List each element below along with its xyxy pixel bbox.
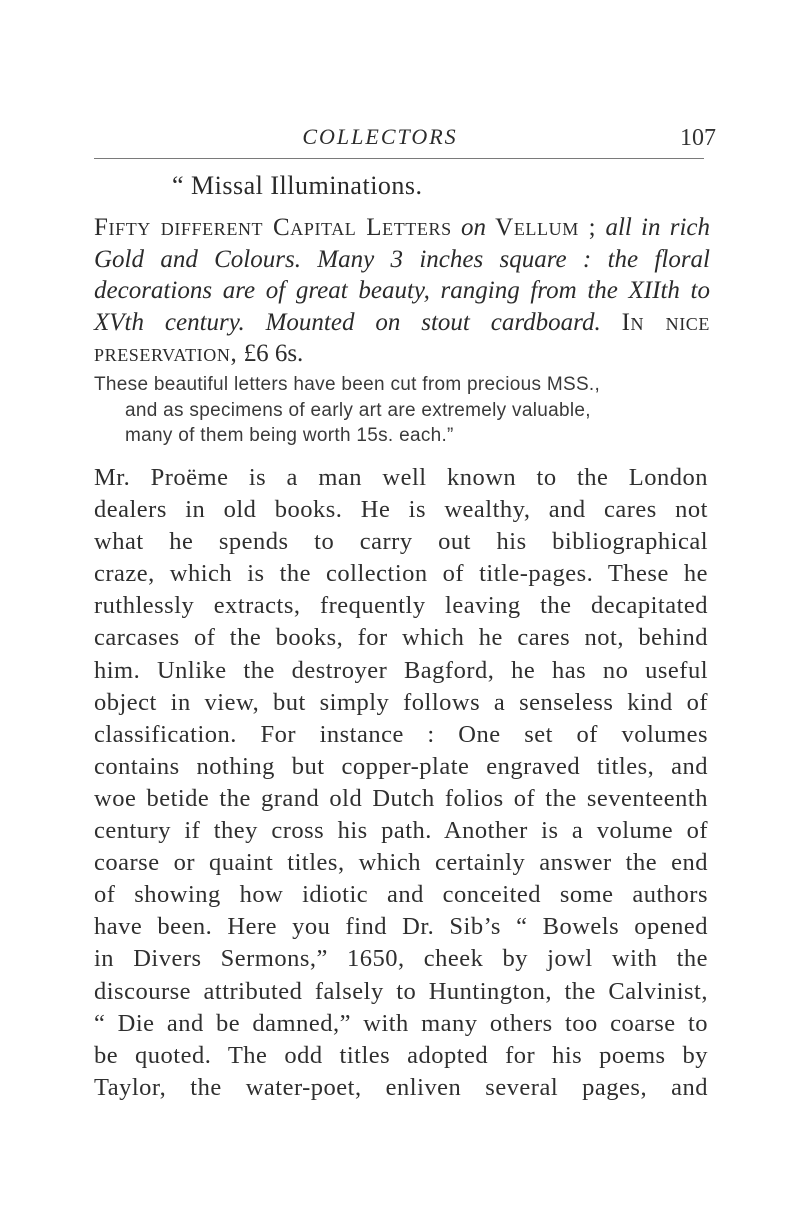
quote-title: “ Missal Illuminations. [172, 171, 423, 200]
body-line: him. Unlike the destroyer Bagford, he has no useful [94, 656, 708, 684]
body-line: in Divers Sermons,” 1650, cheek by jowl with the [94, 945, 708, 973]
body-line: coarse or quaint titles, which certainly answer the end [94, 849, 708, 877]
body-line: be quoted. The odd titles adopted for his poems by [94, 1041, 708, 1069]
body-line: have been. Here you find Dr. Sib’s “ Bowels opened [94, 913, 708, 941]
body-paragraph [94, 462, 708, 1104]
body-line: object in view, but simply follows a senseless kind of [94, 688, 708, 716]
body-line: carcases of the books, for which he cares not, behind [94, 624, 708, 652]
body-line: contains nothing but copper-plate engraved titles, and [94, 752, 708, 780]
catalog-entry [94, 212, 710, 370]
body-line: dealers in old books. He is wealthy, and cares not [94, 496, 708, 524]
catalog-entry-price: £6 6s. [243, 340, 304, 367]
body-line: discourse attributed falsely to Huntington, the Calvinist, [94, 977, 708, 1005]
header-rule [94, 158, 704, 159]
catalog-entry-vellum: Vellum ; [495, 214, 597, 241]
note-line: These beautiful letters have been cut from precious MSS., [94, 374, 601, 395]
catalog-entry-condition: In nice preservation, [94, 308, 710, 367]
body-line: century if they cross his path. Another is a volume of [94, 817, 708, 845]
body-line: ruthlessly extracts, frequently leaving the decapitated [94, 592, 708, 620]
body-line: “ Die and be damned,” with many others too coarse to [94, 1009, 708, 1037]
body-line: of showing how idiotic and conceited some authors [94, 881, 708, 909]
note-line: many of them being worth 15s. each.” [125, 425, 454, 446]
body-line: craze, which is the collection of title-pages. These he [94, 560, 708, 588]
catalog-entry-heading: Fifty different Capital Letters [94, 214, 452, 241]
catalog-note [94, 372, 710, 449]
note-line: and as specimens of early art are extremely valuable, [125, 399, 591, 421]
body-line: classification. For instance : One set of volumes [94, 720, 708, 748]
catalog-entry-description: all in rich Gold and Colours. Many 3 inches square : the floral decorations are of great beauty, ranging from the XIIth to XVth century. Mounted on stout cardboard. [94, 214, 711, 336]
body-line: Mr. Proëme is a man well known to the London [94, 464, 708, 491]
body-line: Taylor, the water-poet, enliven several pages, and [94, 1073, 708, 1101]
page-number: 107 [680, 125, 716, 151]
body-line: woe betide the grand old Dutch folios of the seventeenth [94, 784, 708, 812]
running-head: COLLECTORS [302, 124, 458, 149]
body-line: what he spends to carry out his bibliographical [94, 528, 708, 556]
catalog-entry-on: on [460, 214, 486, 241]
